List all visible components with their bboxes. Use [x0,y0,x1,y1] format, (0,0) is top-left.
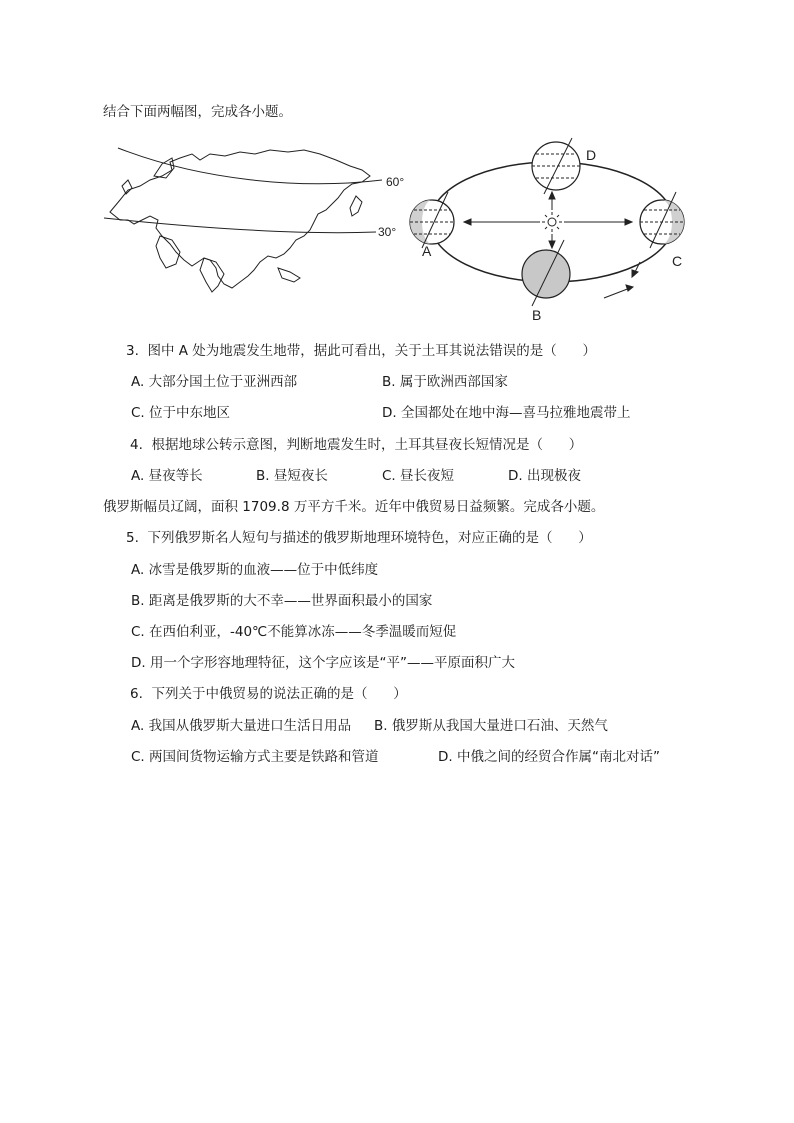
eurasia-map-figure [100,140,406,300]
sun-icon [542,212,562,232]
label-30: 30° [378,225,397,239]
q4-option-c[interactable]: C. 昼长夜短 [382,468,455,484]
q4-option-a[interactable]: A. 昼夜等长 [131,468,203,484]
q3-option-b[interactable]: B. 属于欧洲西部国家 [382,374,508,390]
q5-option-d[interactable]: D. 用一个字形容地理特征，这个字应该是“平”——平原面积广大 [131,655,515,671]
intro-text-2: 俄罗斯幅员辽阔，面积 1709.8 万平方千米。近年中俄贸易日益频繁。完成各小题。 [103,499,605,515]
q6-option-d[interactable]: D. 中俄之间的经贸合作属“南北对话” [438,749,660,765]
q3-stem: 3. 图中 A 处为地震发生地带，据此可看出，关于土耳其说法错误的是（ ） [126,343,597,359]
q5-option-b[interactable]: B. 距离是俄罗斯的大不幸——世界面积最小的国家 [131,593,433,609]
q5-stem: 5. 下列俄罗斯名人短句与描述的俄罗斯地理环境特色，对应正确的是（ ） [126,530,592,546]
japan-outline [350,196,362,216]
q6-option-b[interactable]: B. 俄罗斯从我国大量进口石油、天然气 [374,718,608,734]
label-60: 60° [386,175,405,189]
q4-stem: 4. 根据地球公转示意图，判断地震发生时，土耳其昼夜长短情况是（ ） [130,437,583,453]
intro-text-1: 结合下面两幅图，完成各小题。 [103,104,292,120]
q3-option-d[interactable]: D. 全国都处在地中海—喜马拉雅地震带上 [382,405,631,421]
earth-A [410,192,454,248]
q4-option-d[interactable]: D. 出现极夜 [508,468,581,484]
q5-option-a[interactable]: A. 冰雪是俄罗斯的血液——位于中低纬度 [131,562,379,578]
orbit-label-B: B [532,307,542,323]
earth-C [640,192,684,248]
q6-option-c[interactable]: C. 两国间货物运输方式主要是铁路和管道 [131,749,379,765]
orbit-label-A: A [422,243,432,259]
latitude-30-line [104,218,376,233]
earth-B [522,240,570,306]
q3-option-a[interactable]: A. 大部分国土位于亚洲西部 [131,374,298,390]
q6-option-a[interactable]: A. 我国从俄罗斯大量进口生活日用品 [131,718,352,734]
orbit-label-D: D [586,147,597,163]
earth-orbit-figure [404,130,704,325]
eurasia-outline [110,150,370,288]
q4-option-b[interactable]: B. 昼短夜长 [256,468,328,484]
q6-stem: 6. 下列关于中俄贸易的说法正确的是（ ） [130,686,407,702]
se-asia-outline [278,268,300,282]
earth-D [532,138,580,194]
q5-option-c[interactable]: C. 在西伯利亚，-40℃不能算冰冻——冬季温暖而短促 [131,624,457,640]
orbit-label-C: C [672,253,683,269]
q3-option-c[interactable]: C. 位于中东地区 [131,405,231,421]
